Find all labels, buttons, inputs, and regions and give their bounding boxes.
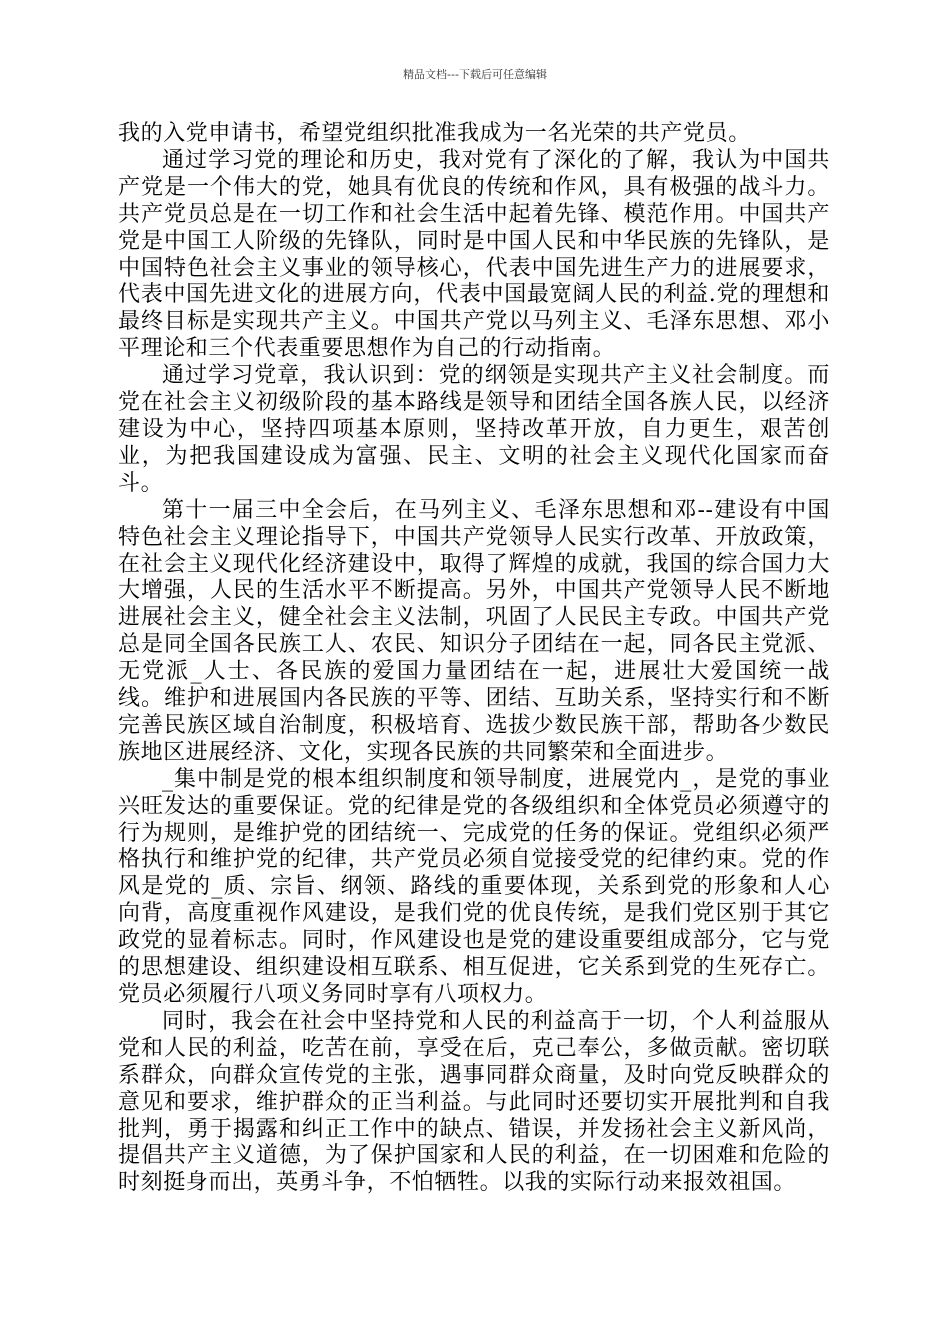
paragraph-4: 第十一届三中全会后，在马列主义、毛泽东思想和邓--建设有中国特色社会主义理论指导下，中国共产党领导人民实行改革、开放政策，在社会主义现代化经济建设中，取得了辉煌的成就，我国的综合国力大大增强，人民的生活水平不断提高。另外，中国共产党领导人民不断地进展社会主义，健全社会主义法制，巩固了人民民主专政。中国共产党总是同全国各民族工人、农民、知识分子团结在一起，同各民主党派、无党派_人士、各民族的爱国力量团结在一起，进展壮大爱国统一战线。维护和进展国内各民族的平等、团结、互助关系，坚持实行和不断完善民族区域自治制度，积极培育、选拔少数民族干部，帮助各少数民族地区进展经济、文化，实现各民族的共同繁荣和全面进步。 [118,497,830,765]
paragraph-3: 通过学习党章，我认识到：党的纲领是实现共产主义社会制度。而党在社会主义初级阶段的基本路线是领导和团结全国各族人民，以经济建设为中心，坚持四项基本原则，坚持改革开放，自力更生，艰苦创业，为把我国建设成为富强、民主、文明的社会主义现代化国家而奋斗。 [118,363,830,496]
paragraph-6: 同时，我会在社会中坚持党和人民的利益高于一切，个人利益服从党和人民的利益，吃苦在前，享受在后，克己奉公，多做贡献。密切联系群众，向群众宣传党的主张，遇事同群众商量，及时向党反映群众的意见和要求，维护群众的正当利益。与此同时还要切实开展批判和自我批判，勇于揭露和纠正工作中的缺点、错误，并发扬社会主义新风尚，提倡共产主义道德，为了保护国家和人民的利益，在一切困难和危险的时刻挺身而出，英勇斗争，不怕牺牲。以我的实际行动来报效祖国。 [118,1008,830,1196]
page-header: 精品文档---下载后可任意编辑 [403,68,547,81]
paragraph-5: _集中制是党的根本组织制度和领导制度，进展党内_，是党的事业兴旺发达的重要保证。党的纪律是党的各级组织和全体党员必须遵守的行为规则，是维护党的团结统一、完成党的任务的保证。党组织必须严格执行和维护党的纪律，共产党员必须自觉接受党的纪律约束。党的作风是党的_质、宗旨、纲领、路线的重要体现，关系到党的形象和人心向背，高度重视作风建设，是我们党的优良传统，是我们党区别于其它政党的显着标志。同时，作风建设也是党的建设重要组成部分，它与党的思想建设、组织建设相互联系、相互促进，它关系到党的生死存亡。党员必须履行八项义务同时享有八项权力。 [118,766,830,1007]
document-body [118,121,830,1197]
paragraph-1: 我的入党申请书，希望党组织批准我成为一名光荣的共产党员。 [118,121,751,146]
paragraph-2: 通过学习党的理论和历史，我对党有了深化的了解，我认为中国共产党是一个伟大的党，她具有优良的传统和作风，具有极强的战斗力。共产党员总是在一切工作和社会生活中起着先锋、模范作用。中国共产党是中国工人阶级的先锋队，同时是中国人民和中华民族的先锋队，是中国特色社会主义事业的领导核心，代表中国先进生产力的进展要求，代表中国先进文化的进展方向，代表中国最宽阔人民的利益.党的理想和最终目标是实现共产主义。中国共产党以马列主义、毛泽东思想、邓小平理论和三个代表重要思想作为自己的行动指南。 [118,147,830,362]
